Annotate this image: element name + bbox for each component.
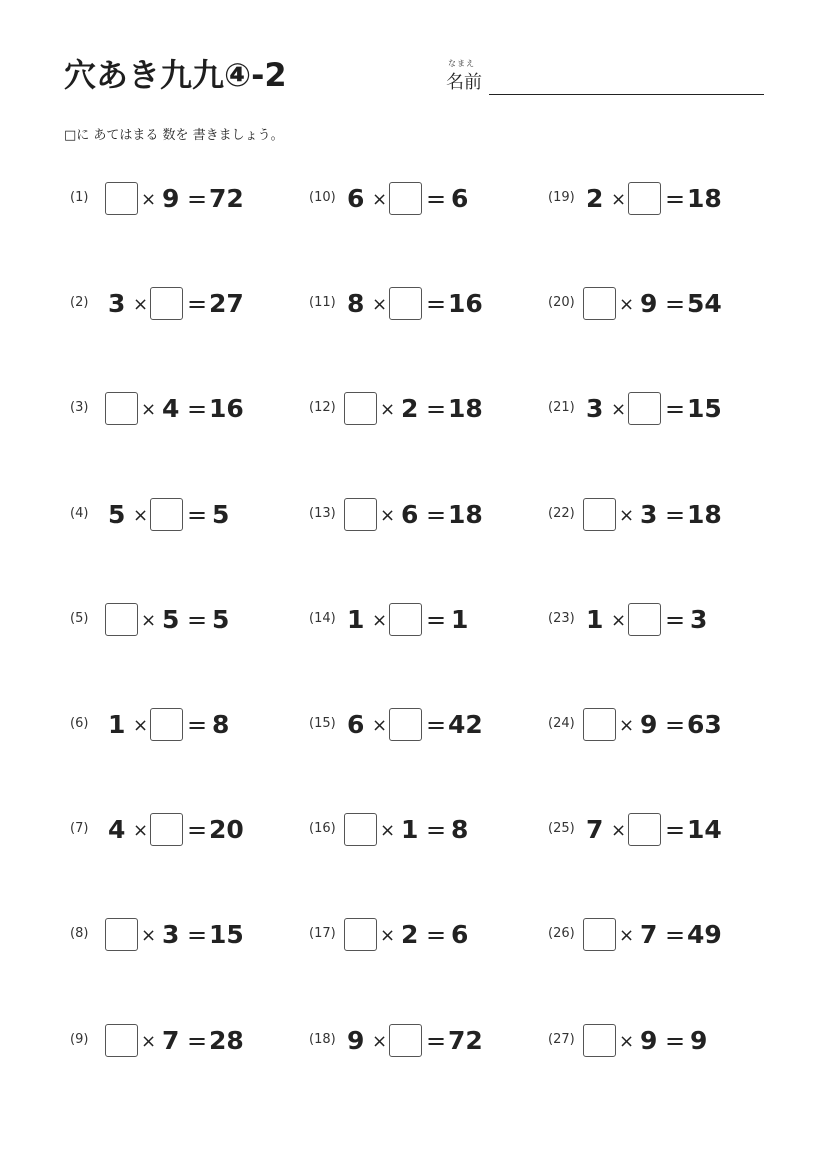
equals-sign: = [665, 921, 686, 950]
times-sign: × [133, 715, 149, 736]
factor: 7 [162, 1025, 180, 1055]
factor: 9 [640, 289, 658, 319]
product: 18 [687, 499, 722, 529]
problem-number: (21) [548, 400, 575, 416]
factor: 9 [162, 184, 180, 213]
problem-number: (27) [548, 1031, 575, 1047]
problem-row [309, 812, 539, 848]
problem-row [70, 602, 300, 638]
problem-number: (2) [70, 295, 89, 311]
times-sign: × [619, 715, 635, 736]
times-sign: × [380, 820, 396, 842]
equals-sign: = [426, 185, 447, 213]
problem-number: (13) [309, 505, 336, 521]
problem-number: (9) [70, 1031, 89, 1047]
factor: 9 [640, 710, 658, 739]
problem-number: (4) [70, 505, 89, 521]
times-sign: × [611, 820, 627, 842]
product: 72 [209, 184, 244, 213]
answer-box[interactable] [150, 813, 183, 846]
problem-row [70, 286, 300, 322]
times-sign: × [619, 504, 635, 526]
problem-row [70, 1023, 300, 1059]
product: 3 [690, 604, 708, 634]
problem-number: (15) [309, 716, 336, 731]
factor: 5 [162, 604, 180, 634]
product: 28 [209, 1025, 244, 1055]
product: 5 [212, 499, 230, 529]
times-sign: × [141, 399, 157, 421]
equals-sign: = [426, 921, 447, 950]
problem-row [70, 917, 300, 953]
problem-row [548, 1023, 778, 1059]
problem-number: (26) [548, 926, 575, 942]
answer-box[interactable] [628, 813, 661, 846]
times-sign: × [372, 189, 388, 210]
equals-sign: = [665, 395, 686, 424]
product: 20 [209, 815, 244, 845]
problem-number: (10) [309, 190, 336, 205]
equals-sign: = [665, 185, 686, 213]
times-sign: × [372, 1030, 388, 1052]
answer-box[interactable] [344, 918, 377, 951]
name-label: 名前 [446, 72, 482, 93]
equals-sign: = [187, 921, 208, 950]
problem-number: (18) [309, 1031, 336, 1047]
factor: 3 [586, 394, 604, 424]
equals-sign: = [187, 500, 208, 529]
answer-box[interactable] [628, 392, 661, 425]
product: 16 [209, 394, 244, 424]
product: 18 [448, 499, 483, 529]
problem-number: (19) [548, 190, 575, 205]
equals-sign: = [187, 711, 208, 739]
answer-box[interactable] [583, 287, 616, 320]
equals-sign: = [187, 605, 208, 634]
answer-box[interactable] [344, 392, 377, 425]
problem-number: (3) [70, 400, 89, 416]
answer-box[interactable] [583, 918, 616, 951]
equals-sign: = [665, 711, 686, 739]
times-sign: × [619, 1030, 635, 1052]
equals-sign: = [665, 1026, 686, 1055]
answer-box[interactable] [105, 603, 138, 636]
product: 8 [212, 710, 230, 739]
times-sign: × [372, 715, 388, 736]
problem-number: (1) [70, 190, 89, 205]
times-sign: × [380, 925, 396, 947]
problem-number: (11) [309, 295, 336, 311]
times-sign: × [380, 399, 396, 421]
problem-number: (25) [548, 821, 575, 837]
problem-number: (17) [309, 926, 336, 942]
name-ruby: なまえ [448, 59, 475, 68]
factor: 1 [401, 815, 419, 845]
problem-row [309, 286, 539, 322]
factor: 9 [347, 1025, 365, 1055]
problem-row [70, 812, 300, 848]
product: 18 [448, 394, 483, 424]
factor: 6 [347, 184, 365, 213]
answer-box[interactable] [389, 1024, 422, 1057]
times-sign: × [372, 294, 388, 316]
equals-sign: = [665, 816, 686, 845]
product: 6 [451, 184, 469, 213]
answer-box[interactable] [628, 182, 661, 215]
times-sign: × [611, 609, 627, 631]
times-sign: × [372, 609, 388, 631]
problem-row [70, 707, 300, 743]
problem-row [548, 812, 778, 848]
times-sign: × [611, 399, 627, 421]
answer-box[interactable] [389, 603, 422, 636]
problem-row [309, 181, 539, 217]
factor: 6 [347, 710, 365, 739]
times-sign: × [133, 504, 149, 526]
problem-row [309, 707, 539, 743]
factor: 3 [108, 289, 126, 319]
times-sign: × [141, 609, 157, 631]
factor: 7 [640, 920, 658, 950]
product: 1 [451, 604, 469, 634]
factor: 5 [108, 499, 126, 529]
problem-number: (16) [309, 821, 336, 837]
equals-sign: = [426, 395, 447, 424]
product: 72 [448, 1025, 483, 1055]
product: 54 [687, 289, 722, 319]
factor: 4 [108, 815, 126, 845]
problem-number: (22) [548, 505, 575, 521]
problem-row [548, 497, 778, 533]
answer-box[interactable] [105, 392, 138, 425]
answer-box[interactable] [105, 1024, 138, 1057]
problem-number: (7) [70, 821, 89, 837]
times-sign: × [133, 820, 149, 842]
problem-row [309, 391, 539, 427]
factor: 8 [347, 289, 365, 319]
problem-row [70, 497, 300, 533]
problem-row [548, 602, 778, 638]
problem-row [548, 917, 778, 953]
product: 16 [448, 289, 483, 319]
product: 14 [687, 815, 722, 845]
answer-box[interactable] [105, 918, 138, 951]
product: 63 [687, 710, 722, 739]
factor: 1 [347, 604, 365, 634]
problem-number: (20) [548, 295, 575, 311]
problem-row [309, 917, 539, 953]
factor: 3 [162, 920, 180, 950]
equals-sign: = [187, 1026, 208, 1055]
factor: 9 [640, 1025, 658, 1055]
answer-box[interactable] [105, 182, 138, 215]
answer-box[interactable] [344, 498, 377, 531]
equals-sign: = [426, 1026, 447, 1055]
equals-sign: = [426, 605, 447, 634]
problem-number: (14) [309, 610, 336, 626]
problem-row [548, 286, 778, 322]
answer-box[interactable] [389, 182, 422, 215]
times-sign: × [380, 504, 396, 526]
times-sign: × [141, 1030, 157, 1052]
answer-box[interactable] [583, 708, 616, 741]
problem-number: (23) [548, 610, 575, 626]
product: 6 [451, 920, 469, 950]
problem-number: (6) [70, 716, 89, 731]
problem-number: (12) [309, 400, 336, 416]
problem-number: (24) [548, 716, 575, 731]
factor: 4 [162, 394, 180, 424]
problem-row [548, 707, 778, 743]
product: 15 [687, 394, 722, 424]
product: 18 [687, 184, 722, 213]
answer-box[interactable] [583, 1024, 616, 1057]
name-write-line[interactable] [489, 94, 764, 95]
answer-box[interactable] [628, 603, 661, 636]
equals-sign: = [187, 185, 208, 213]
problem-row [309, 497, 539, 533]
equals-sign: = [665, 605, 686, 634]
factor: 1 [586, 604, 604, 634]
instruction-text: □に あてはまる 数を 書きましょう。 [64, 128, 284, 143]
product: 15 [209, 920, 244, 950]
worksheet-title: 穴あき九九④-2 [64, 56, 287, 94]
equals-sign: = [426, 711, 447, 739]
problem-number: (8) [70, 926, 89, 942]
times-sign: × [141, 189, 157, 210]
answer-box[interactable] [583, 498, 616, 531]
problem-number: (5) [70, 610, 89, 626]
product: 42 [448, 710, 483, 739]
factor: 2 [586, 184, 604, 213]
times-sign: × [619, 294, 635, 316]
factor: 7 [586, 815, 604, 845]
problem-row [70, 181, 300, 217]
equals-sign: = [187, 395, 208, 424]
times-sign: × [141, 925, 157, 947]
product: 5 [212, 604, 230, 634]
times-sign: × [619, 925, 635, 947]
equals-sign: = [665, 500, 686, 529]
factor: 3 [640, 499, 658, 529]
answer-box[interactable] [389, 708, 422, 741]
problem-row [548, 391, 778, 427]
problem-row [309, 602, 539, 638]
factor: 1 [108, 710, 126, 739]
equals-sign: = [426, 816, 447, 845]
product: 49 [687, 920, 722, 950]
equals-sign: = [665, 290, 686, 319]
answer-box[interactable] [344, 813, 377, 846]
problem-row [70, 391, 300, 427]
equals-sign: = [426, 500, 447, 529]
problem-row [548, 181, 778, 217]
factor: 2 [401, 920, 419, 950]
product: 27 [209, 289, 244, 319]
factor: 6 [401, 499, 419, 529]
equals-sign: = [187, 816, 208, 845]
product: 9 [690, 1025, 708, 1055]
equals-sign: = [426, 290, 447, 319]
answer-box[interactable] [389, 287, 422, 320]
equals-sign: = [187, 290, 208, 319]
product: 8 [451, 815, 469, 845]
times-sign: × [133, 294, 149, 316]
problem-row [309, 1023, 539, 1059]
answer-box[interactable] [150, 708, 183, 741]
factor: 2 [401, 394, 419, 424]
answer-box[interactable] [150, 287, 183, 320]
times-sign: × [611, 189, 627, 210]
answer-box[interactable] [150, 498, 183, 531]
